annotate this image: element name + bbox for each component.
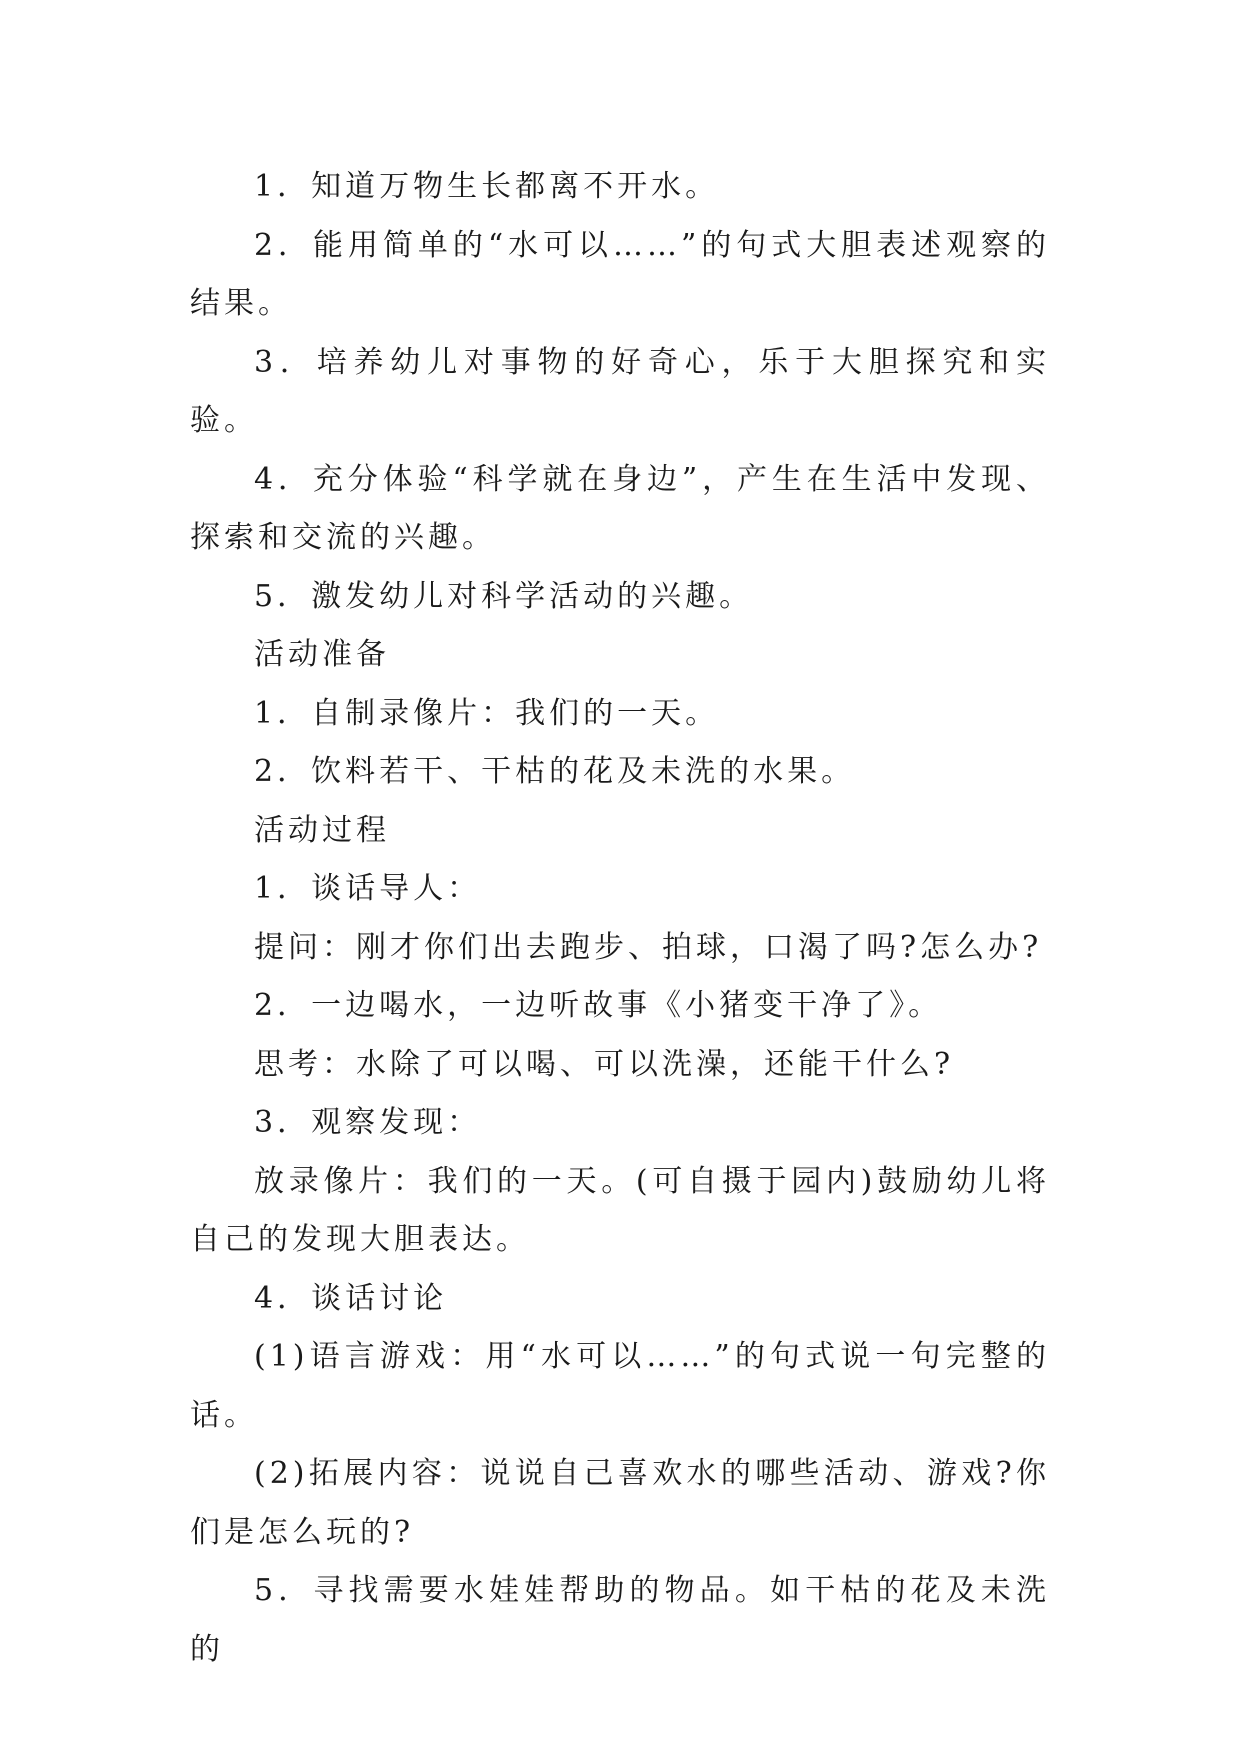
section-heading-process: 活动过程 — [254, 812, 390, 848]
process-step-1-question: 提问：刚才你们出去跑步、拍球，口渴了吗?怎么办? — [254, 929, 1043, 965]
process-step-4-extension: (2)拓展内容：说说自己喜欢水的哪些活动、游戏?你们是怎么玩的? — [190, 1456, 1050, 1550]
objective-4: 4．充分体验“科学就在身边”，产生在生活中发现、探索和交流的兴趣。 — [190, 461, 1050, 555]
objective-5: 5．激发幼儿对科学活动的兴趣。 — [254, 578, 754, 614]
process-step-3-video: 放录像片：我们的一天。(可自摄于园内)鼓励幼儿将自己的发现大胆表达。 — [190, 1163, 1050, 1257]
process-step-2: 2．一边喝水，一边听故事《小猪变干净了》。 — [254, 988, 943, 1023]
process-step-3: 3．观察发现： — [254, 1105, 482, 1140]
document-body — [190, 158, 1050, 1679]
objective-2: 2．能用简单的“水可以……”的句式大胆表述观察的结果。 — [190, 227, 1050, 321]
process-step-4-language-game: (1)语言游戏：用“水可以……”的句式说一句完整的话。 — [190, 1339, 1050, 1433]
preparation-1: 1．自制录像片：我们的一天。 — [254, 695, 720, 731]
process-step-2-thinking: 思考：水除了可以喝、可以洗澡，还能干什么? — [254, 1046, 955, 1082]
process-step-5: 5．寻找需要水娃娃帮助的物品。如干枯的花及未洗的 — [190, 1573, 1050, 1667]
process-step-4: 4．谈话讨论 — [254, 1280, 448, 1316]
objective-1: 1．知道万物生长都离不开水。 — [254, 169, 720, 204]
objective-3: 3．培养幼儿对事物的好奇心，乐于大胆探究和实验。 — [190, 344, 1050, 438]
process-step-1: 1．谈话导人： — [254, 871, 482, 906]
preparation-2: 2．饮料若干、干枯的花及未洗的水果。 — [254, 754, 856, 789]
section-heading-preparation: 活动准备 — [254, 637, 390, 672]
